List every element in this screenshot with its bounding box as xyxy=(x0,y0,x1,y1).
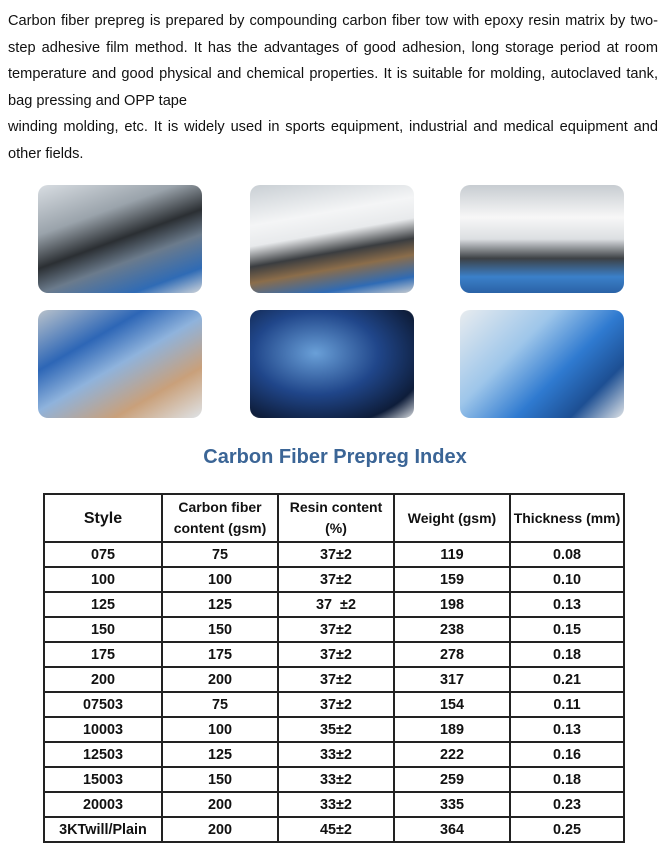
table-cell: 0.13 xyxy=(510,592,624,617)
table-cell: 37±2 xyxy=(278,667,394,692)
table-row xyxy=(44,742,624,767)
table-row xyxy=(44,567,624,592)
header-thickness: Thickness (mm) xyxy=(510,494,624,542)
table-cell: 37 ±2 xyxy=(278,592,394,617)
table-header-row xyxy=(44,494,624,542)
table-row xyxy=(44,542,624,567)
table-cell: 159 xyxy=(394,567,510,592)
table-cell: 198 xyxy=(394,592,510,617)
prepreg-film-photo xyxy=(460,310,624,418)
table-cell: 335 xyxy=(394,792,510,817)
table-cell: 33±2 xyxy=(278,767,394,792)
table-cell: 45±2 xyxy=(278,817,394,842)
header-resin: Resin content (%) xyxy=(278,494,394,542)
table-cell: 0.18 xyxy=(510,642,624,667)
table-cell: 150 xyxy=(162,617,278,642)
table-row xyxy=(44,767,624,792)
table-row xyxy=(44,592,624,617)
table-cell: 0.21 xyxy=(510,667,624,692)
table-title: Carbon Fiber Prepreg Index xyxy=(203,446,467,468)
table-cell: 154 xyxy=(394,692,510,717)
table-cell: 278 xyxy=(394,642,510,667)
table-cell: 200 xyxy=(44,667,162,692)
table-cell: 10003 xyxy=(44,717,162,742)
prepreg-closeup-photo xyxy=(250,310,414,418)
table-cell: 75 xyxy=(162,542,278,567)
production-line-photo xyxy=(38,185,202,293)
table-cell: 364 xyxy=(394,817,510,842)
table-cell: 200 xyxy=(162,667,278,692)
table-cell: 238 xyxy=(394,617,510,642)
table-cell: 75 xyxy=(162,692,278,717)
table-cell: 0.16 xyxy=(510,742,624,767)
prepreg-roll-photo xyxy=(38,310,202,418)
table-cell: 175 xyxy=(162,642,278,667)
intro-paragraph: Carbon fiber prepreg is prepared by compounding carbon fiber tow with epoxy resin matrix by two-step adhesive film method. It has the advantages of good adhesion, long storage period at room temperature and good physical and chemical properties. It is suitable for molding, autoclaved tank, bag pressing and OPP tape xyxy=(8,13,658,109)
table-cell: 07503 xyxy=(44,692,162,717)
table-cell: 0.11 xyxy=(510,692,624,717)
table-cell: 125 xyxy=(162,742,278,767)
table-cell: 37±2 xyxy=(278,542,394,567)
table-cell: 33±2 xyxy=(278,792,394,817)
table-cell: 15003 xyxy=(44,767,162,792)
header-carbon-fiber: Carbon fiber content (gsm) xyxy=(162,494,278,542)
table-cell: 125 xyxy=(44,592,162,617)
table-row xyxy=(44,717,624,742)
table-cell: 200 xyxy=(162,792,278,817)
production-line-photo xyxy=(250,185,414,293)
intro-text xyxy=(8,8,658,167)
table-cell: 33±2 xyxy=(278,742,394,767)
table-row xyxy=(44,642,624,667)
table-row xyxy=(44,617,624,642)
prepreg-index-table xyxy=(43,493,625,843)
table-cell: 125 xyxy=(162,592,278,617)
table-cell: 259 xyxy=(394,767,510,792)
table-cell: 175 xyxy=(44,642,162,667)
table-cell: 200 xyxy=(162,817,278,842)
table-cell: 150 xyxy=(44,617,162,642)
table-row xyxy=(44,667,624,692)
table-cell: 0.15 xyxy=(510,617,624,642)
table-cell: 075 xyxy=(44,542,162,567)
table-cell: 189 xyxy=(394,717,510,742)
table-cell: 37±2 xyxy=(278,567,394,592)
table-row xyxy=(44,692,624,717)
table-cell: 3KTwill/Plain xyxy=(44,817,162,842)
table-cell: 0.08 xyxy=(510,542,624,567)
table-cell: 100 xyxy=(162,567,278,592)
table-cell: 37±2 xyxy=(278,617,394,642)
production-line-photo xyxy=(460,185,624,293)
table-cell: 37±2 xyxy=(278,642,394,667)
table-row xyxy=(44,817,624,842)
table-cell: 317 xyxy=(394,667,510,692)
table-cell: 0.10 xyxy=(510,567,624,592)
table-cell: 100 xyxy=(162,717,278,742)
intro-paragraph: winding molding, etc. It is widely used in sports equipment, industrial and medical equipment and other fields. xyxy=(8,119,658,162)
table-cell: 12503 xyxy=(44,742,162,767)
table-cell: 0.18 xyxy=(510,767,624,792)
table-cell: 100 xyxy=(44,567,162,592)
table-row xyxy=(44,792,624,817)
table-cell: 37±2 xyxy=(278,692,394,717)
table-cell: 0.25 xyxy=(510,817,624,842)
header-style: Style xyxy=(44,494,162,542)
table-cell: 0.13 xyxy=(510,717,624,742)
table-cell: 119 xyxy=(394,542,510,567)
table-cell: 35±2 xyxy=(278,717,394,742)
table-cell: 0.23 xyxy=(510,792,624,817)
table-cell: 150 xyxy=(162,767,278,792)
table-cell: 222 xyxy=(394,742,510,767)
table-cell: 20003 xyxy=(44,792,162,817)
header-weight: Weight (gsm) xyxy=(394,494,510,542)
